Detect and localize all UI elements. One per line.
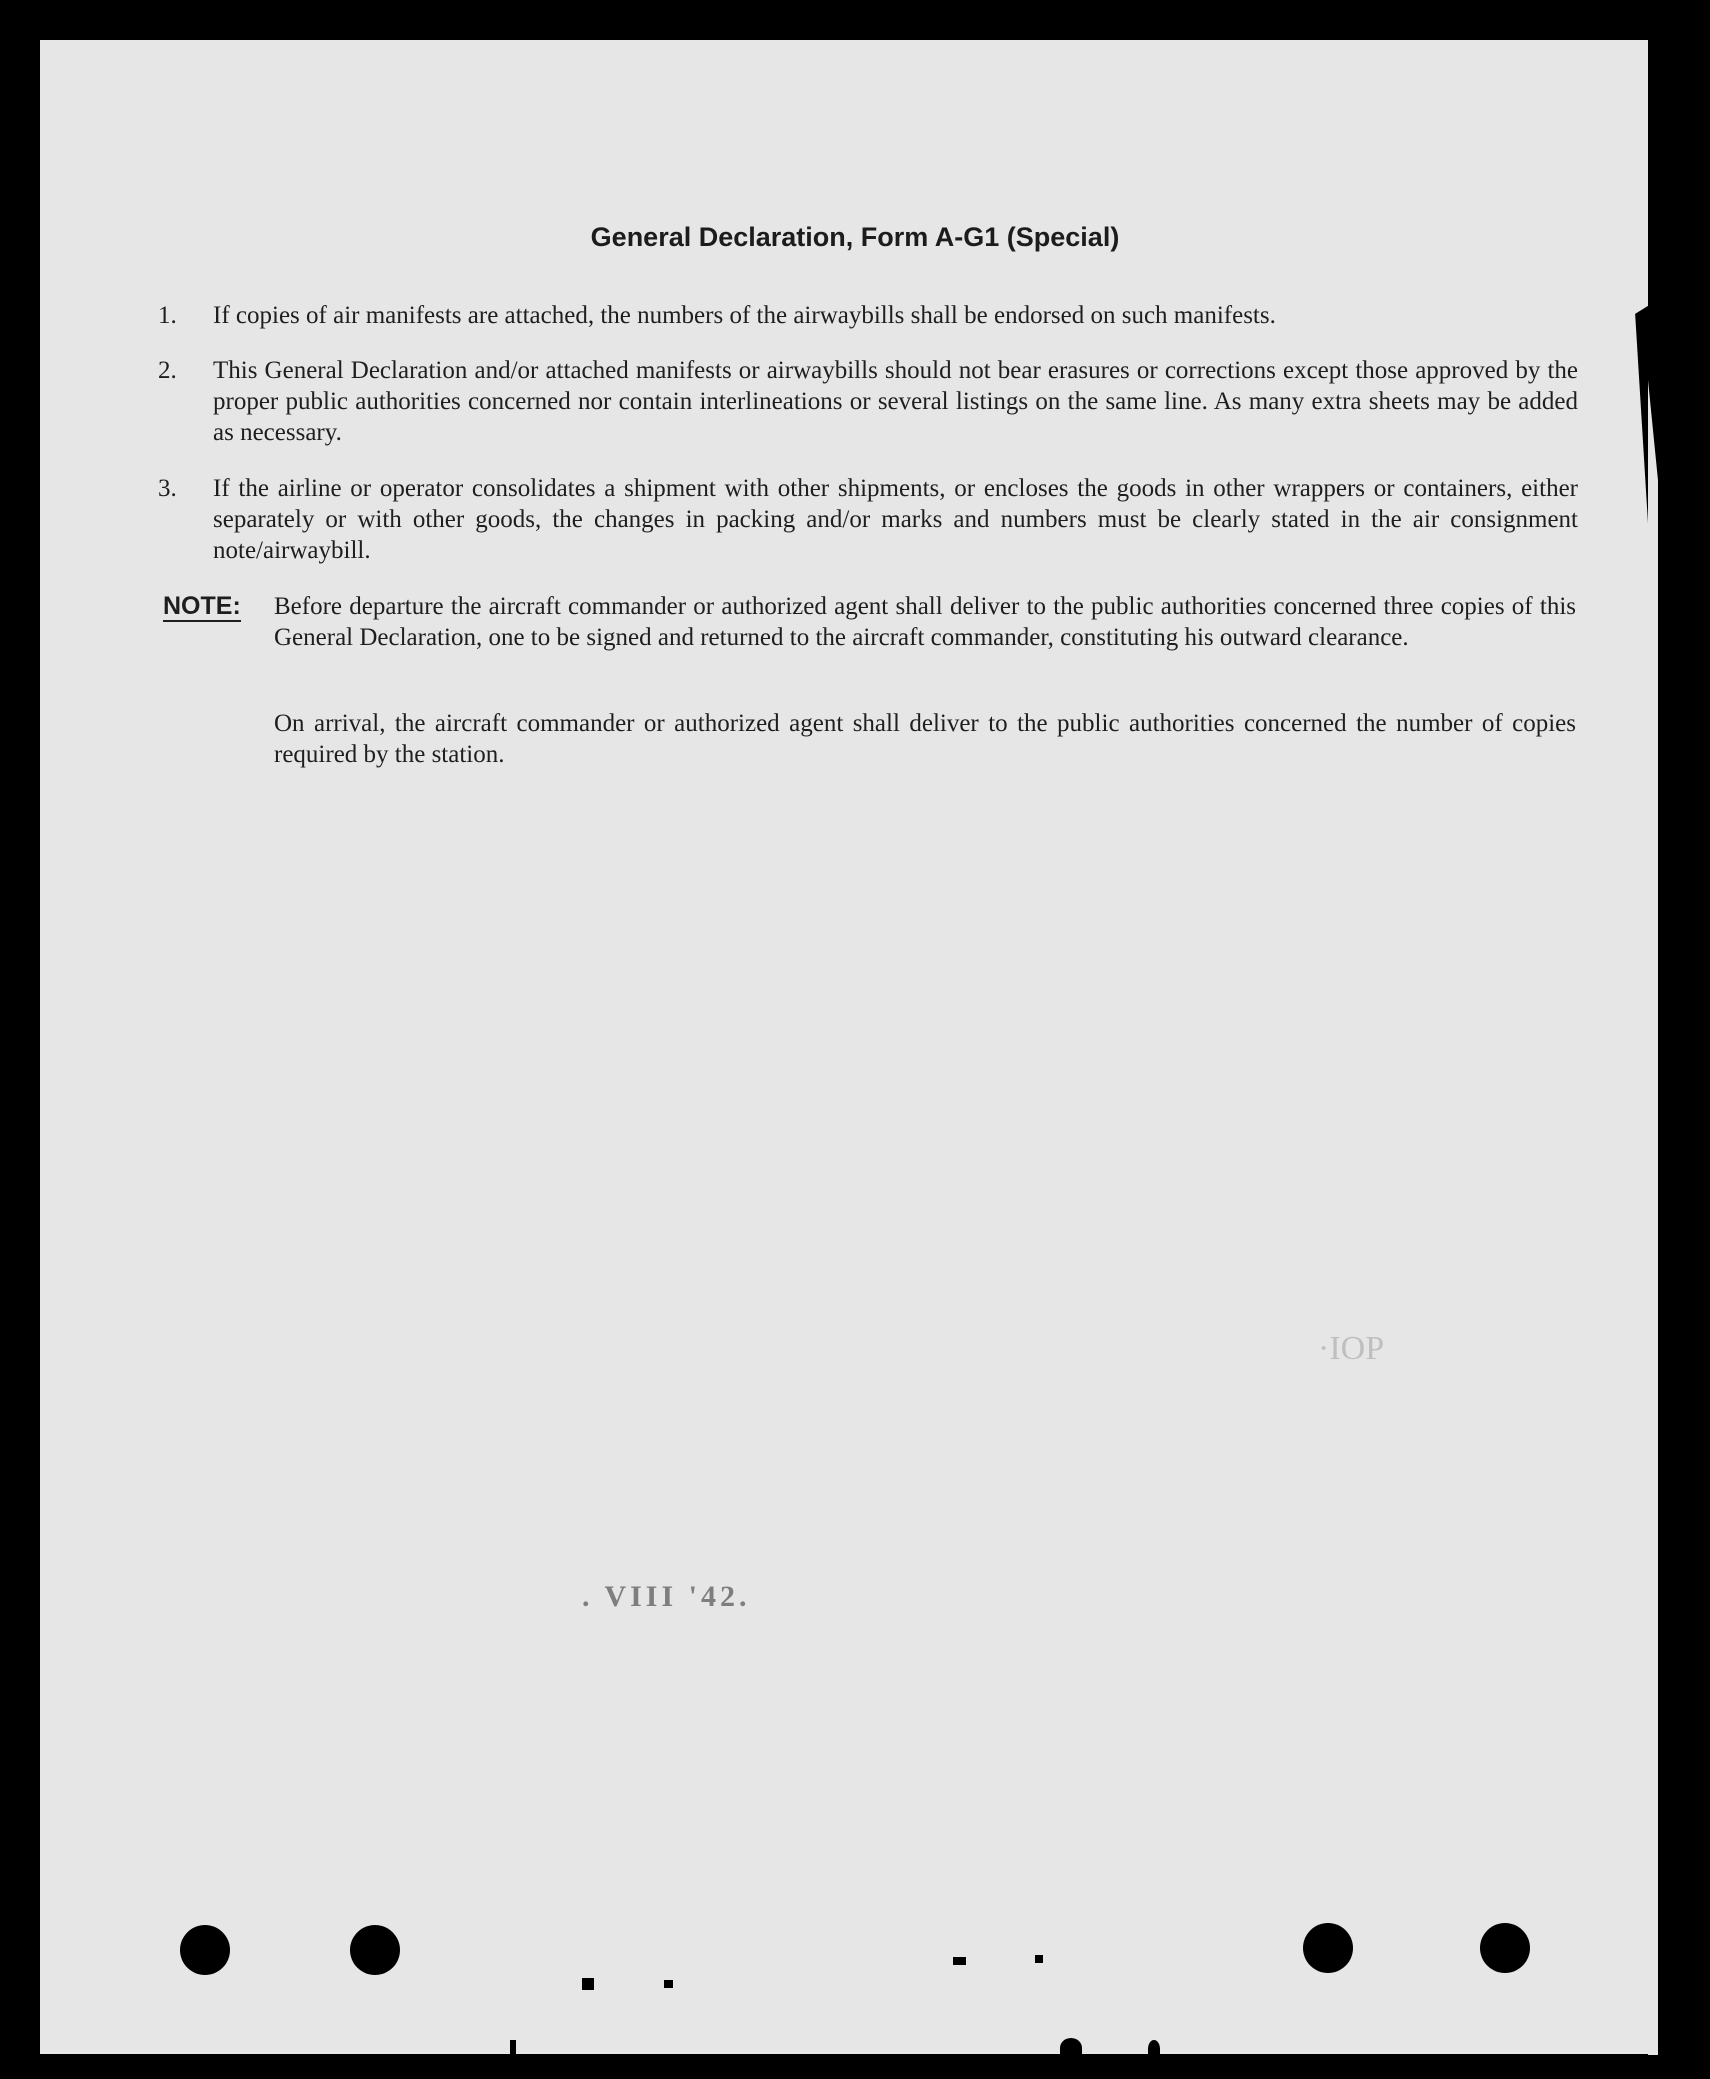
item-number: 1. — [158, 302, 177, 329]
item-number: 2. — [158, 357, 177, 384]
punch-hole — [350, 1925, 400, 1975]
punch-hole — [1480, 1923, 1530, 1973]
list-item-1 — [158, 300, 1578, 331]
bleed-through-text: ·IOP — [1318, 1330, 1385, 1367]
speck — [1035, 1955, 1043, 1963]
speck — [1148, 2040, 1160, 2058]
item-text: If the airline or operator consolidates a shipment with other shipments, or encloses the goods in other wrappers or containers, either separately or with other goods, the changes in packing and/or marks and numbers must be clearly stated in the air consignment note/airwaybill. — [213, 475, 1578, 564]
speck — [1060, 2038, 1082, 2058]
note-paragraph-1: Before departure the aircraft commander or authorized agent shall deliver to the public authorities concerned three copies of this General Declaration, one to be signed and returned to the aircraft commander, constituting his outward clearance. — [274, 593, 1576, 651]
item-text: If copies of air manifests are attached, the numbers of the airwaybills shall be endorsed on such manifests. — [213, 302, 1276, 329]
faded-stamp: . VIII '42. — [582, 1580, 751, 1613]
list-item-2 — [158, 355, 1578, 448]
item-number: 3. — [158, 475, 177, 502]
note-paragraph-2: On arrival, the aircraft commander or authorized agent shall deliver to the public authorities concerned the number of copies required by the station. — [274, 710, 1576, 768]
speck — [510, 2040, 516, 2058]
note-label: NOTE: — [163, 592, 241, 620]
document-title: General Declaration, Form A-G1 (Special) — [590, 222, 1120, 252]
page-edge — [1648, 380, 1658, 2055]
item-text: This General Declaration and/or attached manifests or airwaybills should not bear erasures or corrections except those approved by the proper public authorities concerned nor contain interlineations or several listings on the same line. As many extra sheets may be added as necessary. — [213, 357, 1578, 446]
punch-hole — [1303, 1923, 1353, 1973]
speck — [664, 1980, 673, 1988]
speck — [953, 1957, 966, 1965]
document-page — [40, 40, 1648, 2054]
list-item-3 — [158, 473, 1578, 566]
speck — [582, 1978, 594, 1990]
punch-hole — [180, 1925, 230, 1975]
